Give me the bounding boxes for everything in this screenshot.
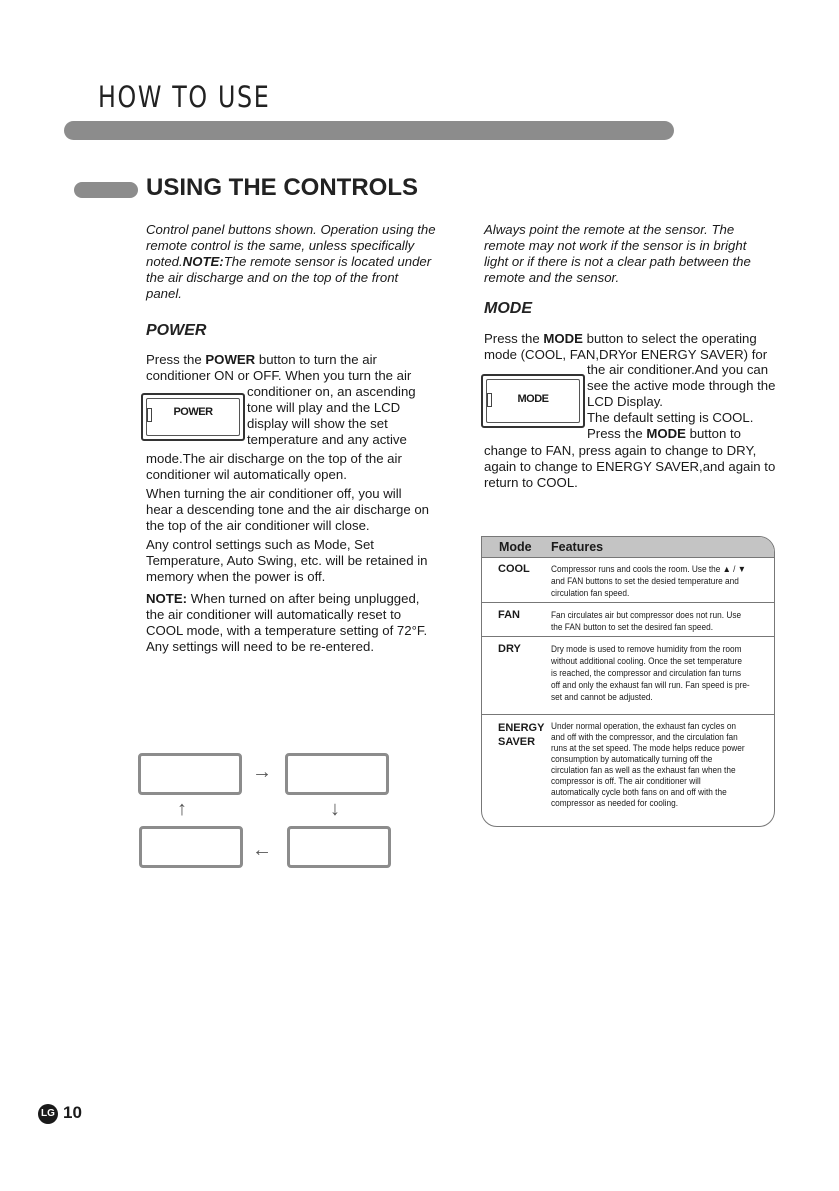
power-wrap-text [247, 384, 437, 448]
table-row-features: Dry mode is used to remove humidity from the room without additional cooling. Once the set temperature is reached, the compressor and circulation fan turns off and only the exhaust fan will run. Fan speed is pre-set and cannot be adjusted. [551, 644, 750, 702]
mode-p1-b: MODE [543, 331, 583, 346]
power-p1-a: Press the [146, 352, 202, 367]
mode-wrap-line: LCD Display. [587, 394, 663, 409]
mode-press-c: button to [689, 426, 741, 441]
power-wrap-line: tone will play and the LCD [247, 400, 401, 415]
right-intro: Always point the remote at the sensor. The remote may not work if the sensor is in bright light or if there is not a clear path between the remote and the sensor. [484, 222, 751, 285]
table-row-mode: FAN [498, 609, 520, 621]
mode-p1-c: button to select the operating mode (COOL, FAN,DRYor ENERGY SAVER) for [484, 331, 768, 362]
table-row-divider [482, 602, 774, 603]
mode-p1-tail: change to FAN, press again to change to DRY, again to change to ENERGY SAVER,and again to return to COOL. [484, 443, 776, 490]
power-wrap-line: temperature and any active [247, 432, 407, 447]
intro-note-label: NOTE: [182, 254, 224, 269]
table-row-mode: ENERGY SAVER [498, 722, 545, 748]
mode-press-b: MODE [646, 426, 686, 441]
arrow-up-icon: ↑ [177, 798, 187, 820]
table-row-divider [482, 714, 774, 715]
mode-button-label: MODE [517, 393, 549, 405]
power-p1-b: POWER [205, 352, 256, 367]
mode-button-illustration [481, 374, 585, 428]
intro-text: Control panel buttons shown. Operation using the remote control is the same, unless specifically noted. [146, 222, 436, 269]
page-number: 10 [63, 1103, 82, 1122]
table-row-mode: DRY [498, 643, 521, 655]
mode-wrap-line [587, 426, 787, 442]
mode-wrap-line: The default setting is COOL. [587, 410, 754, 425]
arrow-left-icon: ← [252, 839, 272, 861]
cycle-box-saver [139, 826, 243, 868]
left-intro [146, 222, 436, 302]
table-row-mode: COOL [498, 563, 530, 575]
table-header [482, 537, 774, 558]
intro-note-text: The remote sensor is located under the air discharge and on the top of the front panel. [146, 254, 432, 301]
section-title: USING THE CONTROLS [146, 174, 419, 201]
arrow-right-icon: → [252, 761, 272, 783]
power-note-label: NOTE: [146, 591, 188, 606]
section-pill [74, 182, 138, 198]
cycle-box-cool [138, 753, 242, 795]
mode-wrap-text [587, 362, 787, 442]
table-row-features: Under normal operation, the exhaust fan cycles on and off with the compressor, and the circulation fan runs at the set speed. The mode helps reduce power consumption by automatically turning off the circulation fan as well as the exhaust fan when the compressor is off. The air conditioner will automatically cycle both fans on and off with the compressor as needed for cooling. [551, 721, 745, 808]
mode-features-table [481, 536, 775, 827]
power-paragraph-2: When turning the air conditioner off, you will hear a descending tone and the air discharge on the top of the air conditioner will close. [146, 486, 430, 533]
mode-wrap-line: the air conditioner.And you can [587, 362, 769, 377]
cycle-box-fan [285, 753, 389, 795]
table-row-features: Compressor runs and cools the room. Use the ▲ / ▼ and FAN buttons to set the desied temperature and circulation fan speed. [551, 564, 746, 598]
power-p1-tail: mode.The air discharge on the top of the air conditioner wil automatically open. [146, 451, 402, 482]
power-paragraph-3: Any control settings such as Mode, Set Temperature, Auto Swing, etc. will be retained in memory when the power is off. [146, 537, 428, 584]
power-p1-c: button to turn the air conditioner ON or OFF. When you turn the air [146, 352, 412, 383]
mode-paragraph-1 [484, 331, 779, 363]
table-row-divider [482, 636, 774, 637]
mode-heading: MODE [484, 300, 532, 317]
power-note [146, 591, 438, 655]
mode-press-a: Press the [587, 426, 643, 441]
cycle-box-dry [287, 826, 391, 868]
mode-wrap-line: see the active mode through the [587, 378, 776, 393]
power-button-label: POWER [173, 406, 213, 418]
page-header-title: HOW TO USE [98, 80, 271, 114]
power-paragraph-1 [146, 352, 426, 384]
power-note-text: When turned on after being unplugged, the air conditioner will automatically reset to COOL mode, with a temperature setting of 72°F. Any settings will need to be re-entered. [146, 591, 428, 654]
power-button-illustration [141, 393, 245, 441]
power-wrap-line: display will show the set [247, 416, 388, 431]
table-header-mode: Mode [499, 540, 532, 554]
power-wrap-line: conditioner on, an ascending [247, 384, 416, 399]
table-row-features: Fan circulates air but compressor does not run. Use the FAN button to set the desired fan speed. [551, 610, 742, 632]
header-bar [64, 121, 674, 140]
lg-logo-icon: LG [38, 1104, 58, 1124]
arrow-down-icon: ↓ [330, 798, 340, 820]
power-heading: POWER [146, 322, 207, 339]
mode-p1-a: Press the [484, 331, 540, 346]
table-header-features: Features [551, 540, 604, 554]
